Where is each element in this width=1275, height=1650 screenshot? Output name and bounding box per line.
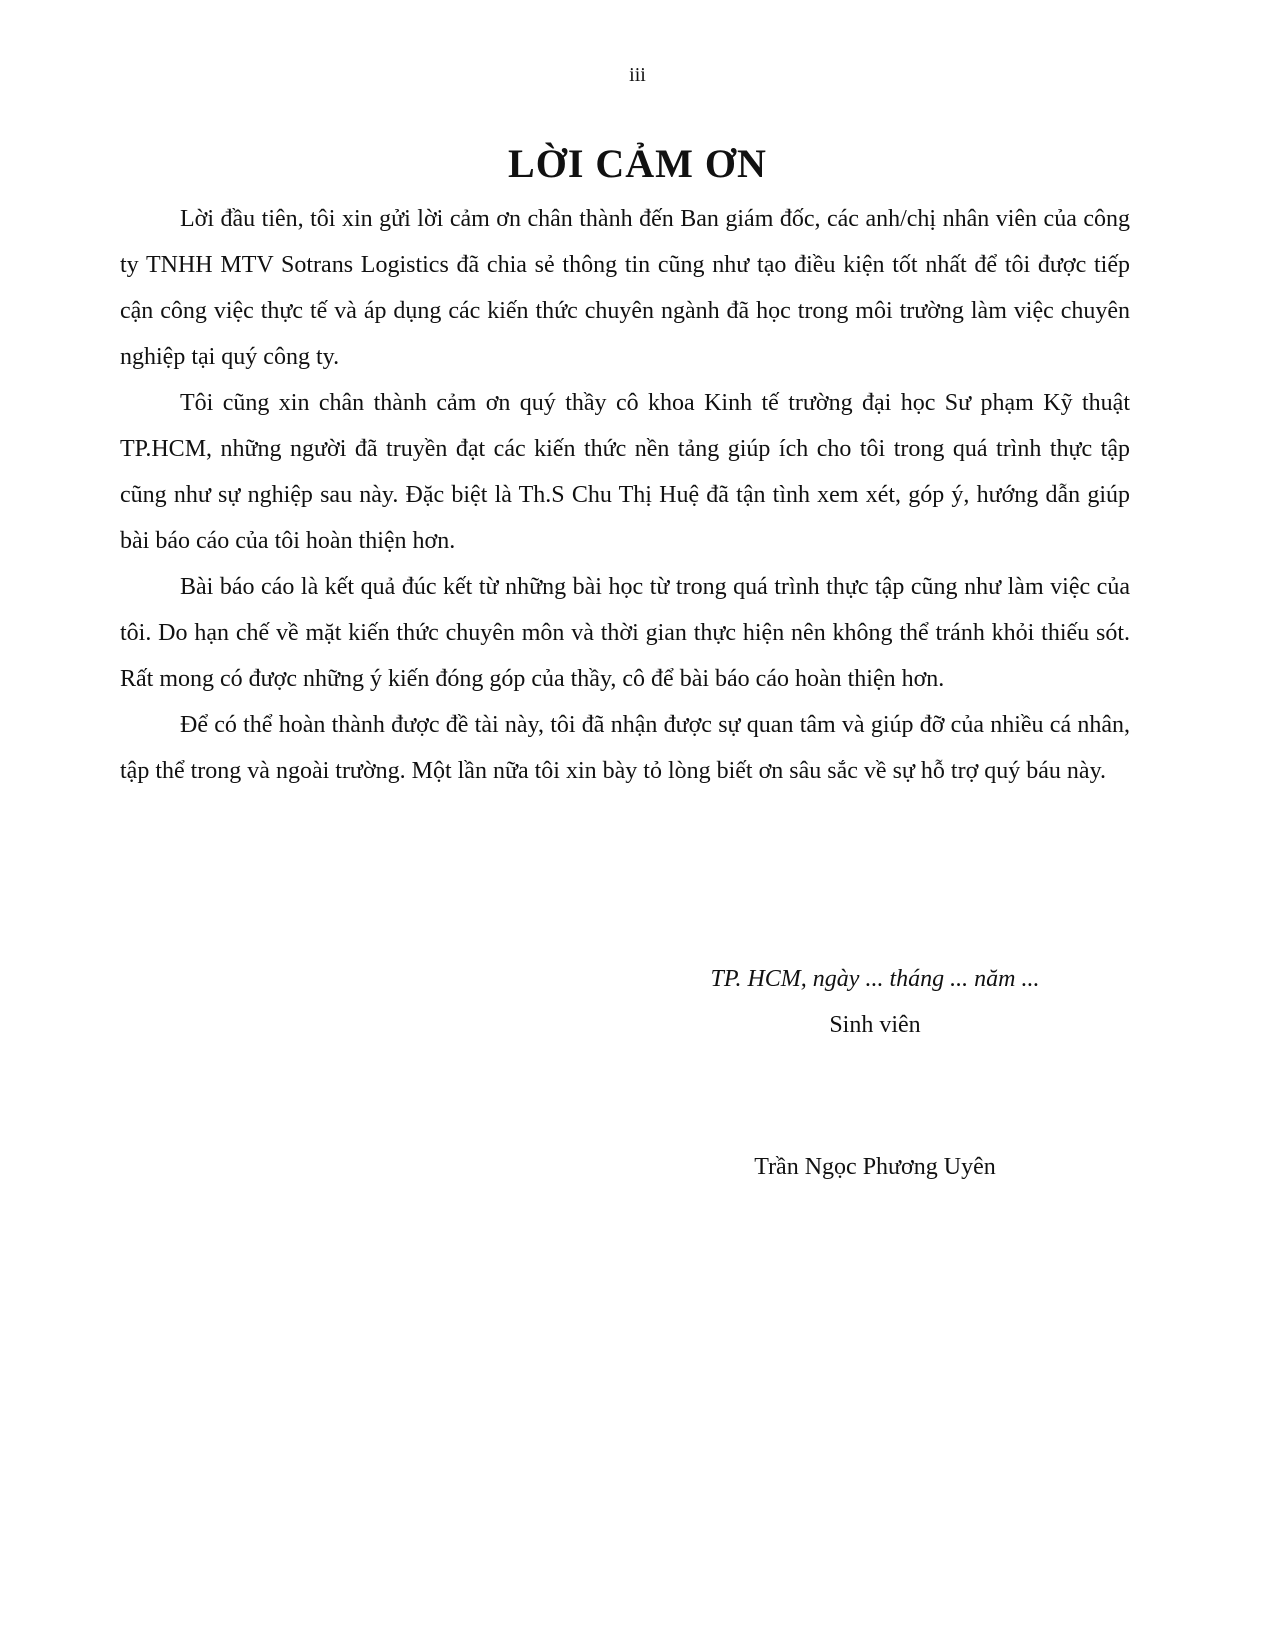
paragraph-3: Bài báo cáo là kết quả đúc kết từ những bài học từ trong quá trình thực tập cũng như làm việc của tôi. Do hạn chế về mặt kiến thức chuyên môn và thời gian thực hiện nên không thể tránh khỏi thiếu sót. Rất mong có được những ý kiến đóng góp của thầy, cô để bài báo cáo hoàn thiện hơn. [120, 574, 1130, 692]
signature-role: Sinh viên [829, 1012, 921, 1038]
paragraph-1: Lời đầu tiên, tôi xin gửi lời cảm ơn chân thành đến Ban giám đốc, các anh/chị nhân viên của công ty TNHH MTV Sotrans Logistics đã chia sẻ thông tin cũng như tạo điều kiện tốt nhất để tôi được tiếp cận công việc thực tế và áp dụng các kiến thức chuyên ngành đã học trong môi trường làm việc chuyên nghiệp tại quý công ty. [120, 206, 1130, 370]
paragraph-4: Để có thể hoàn thành được đề tài này, tôi đã nhận được sự quan tâm và giúp đỡ của nhiều cá nhân, tập thể trong và ngoài trường. Một lần nữa tôi xin bày tỏ lòng biết ơn sâu sắc về sự hỗ trợ quý báu này. [120, 712, 1130, 784]
paragraph-2: Tôi cũng xin chân thành cảm ơn quý thầy cô khoa Kinh tế trường đại học Sư phạm Kỹ thuật TP.HCM, những người đã truyền đạt các kiến thức nền tảng giúp ích cho tôi trong quá trình thực tập cũng như sự nghiệp sau này. Đặc biệt là Th.S Chu Thị Huệ đã tận tình xem xét, góp ý, hướng dẫn giúp bài báo cáo của tôi hoàn thiện hơn. [120, 390, 1130, 554]
acknowledgement-body [120, 196, 1130, 794]
page-number: iii [629, 64, 646, 86]
signature-date-line: TP. HCM, ngày ... tháng ... năm ... [710, 966, 1040, 992]
signer-name: Trần Ngọc Phương Uyên [754, 1154, 996, 1180]
page-title: LỜI CẢM ƠN [508, 141, 767, 186]
